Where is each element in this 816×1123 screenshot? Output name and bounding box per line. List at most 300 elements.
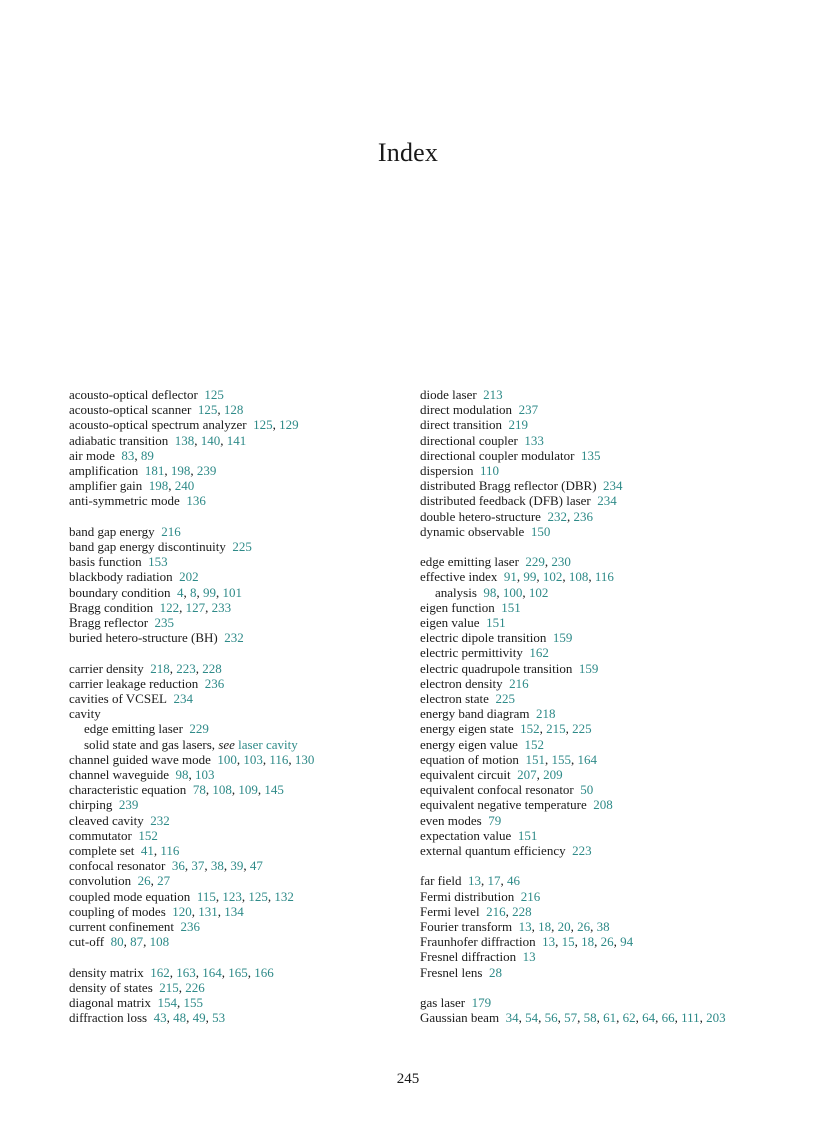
page-link[interactable]: 134 <box>224 903 244 919</box>
index-term: external quantum efficiency <box>420 843 566 859</box>
page-link[interactable]: 151 <box>486 615 506 631</box>
index-entry: acousto-optical scanner 125, 128 <box>69 402 244 418</box>
index-term: distributed feedback (DFB) laser <box>420 493 591 509</box>
index-entry: Fermi level 216, 228 <box>420 903 532 919</box>
page-link[interactable]: 198 <box>170 463 191 479</box>
page-link[interactable]: 116 <box>160 843 180 859</box>
index-entry <box>420 463 765 478</box>
index-term: Fraunhofer diffraction <box>420 934 536 950</box>
page-link[interactable]: 20 <box>557 919 571 935</box>
index-entry <box>420 737 765 752</box>
page-link[interactable]: 203 <box>706 1010 726 1026</box>
index-term: adiabatic transition <box>69 432 169 448</box>
index-entry <box>420 661 765 676</box>
index-column-right <box>420 387 765 1025</box>
index-term: channel waveguide <box>69 767 169 783</box>
index-term: commutator <box>69 827 132 843</box>
index-term: air mode <box>69 447 115 463</box>
index-term: carrier leakage reduction <box>69 675 199 691</box>
page-link[interactable]: 99 <box>202 584 216 600</box>
page-link[interactable]: 110 <box>479 463 499 479</box>
page-link[interactable]: 133 <box>524 432 544 448</box>
page-link[interactable]: 102 <box>528 584 549 600</box>
index-term: dynamic observable <box>420 523 525 539</box>
page-link[interactable]: 229 <box>189 721 209 737</box>
page-link[interactable]: 225 <box>232 539 252 555</box>
page-link[interactable]: 209 <box>543 767 563 783</box>
page-link[interactable]: 165 <box>228 964 248 980</box>
index-subentry <box>69 721 414 736</box>
index-term: Fermi level <box>420 903 480 919</box>
page-link[interactable]: 129 <box>279 417 299 433</box>
index-entry: energy eigen state 152, 215, 225 <box>420 721 592 737</box>
index-entry <box>420 889 765 904</box>
index-entry <box>69 630 414 645</box>
index-term: carrier density <box>69 660 144 676</box>
index-entry: Fraunhofer diffraction 13, 15, 18, 26, 94 <box>420 934 634 950</box>
index-term: edge emitting laser <box>420 554 519 570</box>
index-entry: complete set 41, 116 <box>69 843 180 859</box>
page-link[interactable]: 141 <box>226 432 247 448</box>
index-entry: channel guided wave mode 100, 103, 116, 130 <box>69 751 315 767</box>
index-entry <box>420 782 765 797</box>
page-link[interactable]: 125 <box>253 417 273 433</box>
page-link[interactable]: 8 <box>189 584 197 600</box>
index-term: cavities of VCSEL <box>69 691 167 707</box>
index-term: anti-symmetric mode <box>69 493 180 509</box>
page-link[interactable]: 225 <box>572 721 592 737</box>
index-entry: far field 13, 17, 46 <box>420 873 521 889</box>
page-link[interactable]: 237 <box>518 402 539 418</box>
index-term: acousto-optical scanner <box>69 402 192 418</box>
page-link[interactable]: 34 <box>505 1010 519 1026</box>
index-term: channel guided wave mode <box>69 751 211 767</box>
index-term: gas laser <box>420 995 466 1011</box>
page-link[interactable]: 62 <box>622 1010 636 1026</box>
page-link[interactable]: 103 <box>194 767 215 783</box>
index-entry <box>69 797 414 812</box>
page-link[interactable]: 150 <box>530 523 551 539</box>
page-link[interactable]: 36 <box>171 858 185 874</box>
index-entry <box>420 448 765 463</box>
page-link[interactable]: 208 <box>593 797 613 813</box>
page-link[interactable]: 61 <box>603 1010 617 1026</box>
index-term: diffraction loss <box>69 1010 148 1026</box>
index-entry <box>420 706 765 721</box>
index-entry <box>69 615 414 630</box>
page-link[interactable]: 235 <box>154 615 175 631</box>
page-link[interactable]: 123 <box>222 888 242 904</box>
index-entry: confocal resonator 36, 37, 38, 39, 47 <box>69 858 263 874</box>
page-link[interactable]: 125 <box>248 888 268 904</box>
page-link[interactable]: 57 <box>564 1010 578 1026</box>
index-entry <box>420 813 765 828</box>
page-link[interactable]: 232 <box>547 508 567 524</box>
page-link[interactable]: 152 <box>524 736 544 752</box>
index-term: electric dipole transition <box>420 630 547 646</box>
page-link[interactable]: 108 <box>212 782 232 798</box>
page-link[interactable]: 228 <box>512 903 532 919</box>
page-link[interactable]: 89 <box>140 447 154 463</box>
page-link[interactable]: 26 <box>600 934 614 950</box>
index-entry <box>69 919 414 934</box>
page-link[interactable]: 125 <box>204 387 224 402</box>
page-link[interactable]: 232 <box>224 630 244 646</box>
page-link[interactable]: 56 <box>544 1010 558 1026</box>
page-link[interactable]: 37 <box>191 858 205 874</box>
page-link[interactable]: 164 <box>577 751 597 767</box>
page-link[interactable]: 26 <box>137 873 151 889</box>
index-term: equivalent negative temperature <box>420 797 587 813</box>
page-link[interactable]: 155 <box>183 995 203 1011</box>
page-link[interactable]: 64 <box>642 1010 656 1026</box>
section-gap <box>69 645 414 660</box>
page-link[interactable]: 127 <box>185 599 206 615</box>
index-term: band gap energy <box>69 523 155 539</box>
index-entry <box>69 524 414 539</box>
page-link[interactable]: 181 <box>144 463 165 479</box>
page-link[interactable]: 162 <box>529 645 549 661</box>
page-link[interactable]: 38 <box>210 858 224 874</box>
see-reference-link[interactable]: laser cavity <box>238 736 298 752</box>
page-link[interactable]: 43 <box>153 1010 167 1026</box>
page-link[interactable]: 4 <box>176 584 184 600</box>
index-term: density matrix <box>69 964 144 980</box>
page-link[interactable]: 78 <box>192 782 206 798</box>
page-link[interactable]: 151 <box>525 751 545 767</box>
page-link[interactable]: 163 <box>176 964 196 980</box>
index-entry: diffraction loss 43, 48, 49, 53 <box>69 1010 226 1026</box>
page-link[interactable]: 48 <box>173 1010 187 1026</box>
page-link[interactable]: 218 <box>536 706 556 722</box>
page-link[interactable]: 226 <box>185 979 205 995</box>
index-entry: double hetero-structure 232, 236 <box>420 508 593 524</box>
index-entry: edge emitting laser 229, 230 <box>420 554 571 570</box>
index-subentry <box>69 737 414 752</box>
page-link[interactable]: 13 <box>468 873 482 889</box>
index-term: equation of motion <box>420 751 519 767</box>
page-link[interactable]: 98 <box>175 767 189 783</box>
index-entry: diagonal matrix 154, 155 <box>69 995 203 1011</box>
index-entry: acousto-optical spectrum analyzer 125, 129 <box>69 417 299 433</box>
index-entry: effective index 91, 99, 102, 108, 116 <box>420 569 614 585</box>
page-link[interactable]: 125 <box>197 402 218 418</box>
page-link[interactable]: 18 <box>538 919 552 935</box>
page-link[interactable]: 159 <box>552 630 573 646</box>
index-term: Fermi distribution <box>420 888 515 904</box>
page-link[interactable]: 50 <box>580 782 594 798</box>
index-term: energy band diagram <box>420 706 530 722</box>
page-link[interactable]: 239 <box>118 797 139 813</box>
page-link[interactable]: 109 <box>238 782 258 798</box>
page-link[interactable]: 27 <box>157 873 171 889</box>
page-link[interactable]: 58 <box>583 1010 597 1026</box>
index-term: cavity <box>69 706 101 722</box>
page-link[interactable]: 216 <box>486 903 506 919</box>
index-term: diode laser <box>420 387 477 402</box>
page-link[interactable]: 91 <box>503 569 517 585</box>
page-link[interactable]: 145 <box>264 782 284 798</box>
index-entry <box>420 949 765 964</box>
page-link[interactable]: 154 <box>157 995 177 1011</box>
page-link[interactable]: 218 <box>150 660 170 676</box>
index-entry: convolution 26, 27 <box>69 873 171 889</box>
index-entry: equation of motion 151, 155, 164 <box>420 751 597 767</box>
index-term: acousto-optical spectrum analyzer <box>69 417 247 433</box>
page-link[interactable]: 26 <box>577 919 591 935</box>
page-link[interactable]: 28 <box>488 964 502 980</box>
index-entry <box>69 554 414 569</box>
page-link[interactable]: 215 <box>159 979 179 995</box>
page-link[interactable]: 49 <box>192 1010 206 1026</box>
page-link[interactable]: 219 <box>508 417 528 433</box>
page-link[interactable]: 213 <box>483 387 503 402</box>
page-link[interactable]: 15 <box>561 934 575 950</box>
page-link[interactable]: 234 <box>597 493 617 509</box>
index-entry <box>420 600 765 615</box>
page-link[interactable]: 108 <box>149 934 170 950</box>
page-link[interactable]: 223 <box>176 660 196 676</box>
page-link[interactable]: 99 <box>523 569 537 585</box>
index-entry <box>420 417 765 432</box>
index-entry: density of states 215, 226 <box>69 979 205 995</box>
page-link[interactable]: 100 <box>502 584 523 600</box>
page-link[interactable]: 101 <box>222 584 242 600</box>
index-term: coupling of modes <box>69 903 166 919</box>
index-entry <box>69 676 414 691</box>
index-entry <box>69 493 414 508</box>
page-link[interactable]: 233 <box>211 599 232 615</box>
page-link[interactable]: 131 <box>198 903 218 919</box>
index-entry <box>69 569 414 584</box>
page-link[interactable]: 116 <box>594 569 614 585</box>
page-link[interactable]: 94 <box>620 934 634 950</box>
index-term: eigen function <box>420 599 495 615</box>
section-gap <box>420 980 765 995</box>
page-link[interactable]: 13 <box>518 919 532 935</box>
page-link[interactable]: 234 <box>173 691 193 707</box>
page-link[interactable]: 13 <box>542 934 556 950</box>
page-link[interactable]: 111 <box>681 1010 700 1026</box>
index-entry: air mode 83, 89 <box>69 447 154 463</box>
index-entry <box>420 843 765 858</box>
page-link[interactable]: 166 <box>254 964 274 980</box>
page-link[interactable]: 138 <box>174 432 195 448</box>
index-term: basis function <box>69 554 142 570</box>
page-link[interactable]: 164 <box>202 964 222 980</box>
section-gap <box>420 858 765 873</box>
index-entry: channel waveguide 98, 103 <box>69 767 215 783</box>
index-term: Fresnel lens <box>420 964 483 980</box>
see-label: see <box>218 736 235 752</box>
index-entry: carrier density 218, 223, 228 <box>69 660 222 676</box>
index-term: analysis <box>435 584 477 600</box>
page-link[interactable]: 215 <box>546 721 566 737</box>
page-link[interactable]: 116 <box>269 751 289 767</box>
index-term: density of states <box>69 979 153 995</box>
page-link[interactable]: 225 <box>495 691 515 707</box>
index-term: acousto-optical deflector <box>69 387 198 402</box>
index-entry: amplifier gain 198, 240 <box>69 478 195 494</box>
page-link[interactable]: 39 <box>230 858 244 874</box>
page-link[interactable]: 228 <box>202 660 222 676</box>
index-entry <box>69 706 414 721</box>
index-entry <box>69 828 414 843</box>
index-entry <box>420 478 765 493</box>
index-entry <box>420 402 765 417</box>
page-link[interactable]: 83 <box>121 447 135 463</box>
index-entry: cut-off 80, 87, 108 <box>69 934 170 950</box>
page-link[interactable]: 236 <box>180 919 201 935</box>
page-link[interactable]: 232 <box>150 812 170 828</box>
page-link[interactable]: 120 <box>172 903 192 919</box>
page-link[interactable]: 87 <box>130 934 144 950</box>
page-link[interactable]: 102 <box>542 569 563 585</box>
page-link[interactable]: 223 <box>572 843 592 859</box>
index-entry <box>420 433 765 448</box>
index-entry: boundary condition 4, 8, 99, 101 <box>69 584 242 600</box>
page-link[interactable]: 236 <box>204 675 225 691</box>
page-link[interactable]: 216 <box>509 675 529 691</box>
page-link[interactable]: 152 <box>520 721 540 737</box>
page-link[interactable]: 229 <box>525 554 545 570</box>
index-term: electric permittivity <box>420 645 523 661</box>
index-term: equivalent confocal resonator <box>420 782 574 798</box>
index-entry: amplification 181, 198, 239 <box>69 463 217 479</box>
index-term: chirping <box>69 797 113 813</box>
index-term: directional coupler modulator <box>420 447 575 463</box>
page-link[interactable]: 98 <box>483 584 497 600</box>
page-link[interactable]: 159 <box>578 660 599 676</box>
page-link[interactable]: 202 <box>179 569 199 585</box>
page-link[interactable]: 162 <box>150 964 170 980</box>
index-entry: coupling of modes 120, 131, 134 <box>69 903 244 919</box>
index-term: Gaussian beam <box>420 1010 500 1026</box>
index-entry <box>69 539 414 554</box>
index-term: far field <box>420 873 462 889</box>
page-link[interactable]: 18 <box>581 934 595 950</box>
page-link[interactable]: 239 <box>196 463 217 479</box>
page-link[interactable]: 140 <box>200 432 221 448</box>
index-entry <box>69 813 414 828</box>
page-link[interactable]: 153 <box>148 554 168 570</box>
page-link[interactable]: 207 <box>517 767 537 783</box>
page-link[interactable]: 236 <box>573 508 593 524</box>
index-term: Bragg reflector <box>69 615 149 631</box>
page-link[interactable]: 155 <box>551 751 571 767</box>
index-term: buried hetero-structure (BH) <box>69 630 218 646</box>
index-term: effective index <box>420 569 498 585</box>
page-link[interactable]: 53 <box>212 1010 226 1026</box>
index-term: energy eigen value <box>420 736 518 752</box>
index-term: solid state and gas lasers, <box>84 736 216 752</box>
index-term: electron state <box>420 691 489 707</box>
page-link[interactable]: 152 <box>138 827 158 843</box>
page-link[interactable]: 108 <box>568 569 589 585</box>
page-link[interactable]: 216 <box>520 888 541 904</box>
page-link[interactable]: 46 <box>507 873 521 889</box>
page-link[interactable]: 198 <box>148 478 169 494</box>
index-entry <box>420 676 765 691</box>
index-entry: Gaussian beam 34, 54, 56, 57, 58, 61, 62, 64, 66, 111, 203 <box>420 1010 726 1026</box>
index-entry <box>420 630 765 645</box>
index-term: amplification <box>69 463 139 479</box>
page-link[interactable]: 38 <box>596 919 610 935</box>
page-link[interactable]: 13 <box>522 949 536 965</box>
index-term: cut-off <box>69 934 105 950</box>
page-link[interactable]: 17 <box>487 873 501 889</box>
index-term: Fresnel diffraction <box>420 949 517 965</box>
index-term: coupled mode equation <box>69 888 191 904</box>
page-link[interactable]: 47 <box>249 858 263 874</box>
index-entry: coupled mode equation 115, 123, 125, 132 <box>69 888 294 904</box>
page-link[interactable]: 103 <box>243 751 263 767</box>
index-term: Fourier transform <box>420 919 513 935</box>
index-entry <box>420 828 765 843</box>
index-term: equivalent circuit <box>420 767 511 783</box>
index-entry <box>420 965 765 980</box>
section-gap <box>69 509 414 524</box>
index-term: eigen value <box>420 615 480 631</box>
page-link[interactable]: 132 <box>274 888 294 904</box>
page-link[interactable]: 240 <box>174 478 195 494</box>
page-link[interactable]: 216 <box>161 523 181 539</box>
page-link[interactable]: 80 <box>110 934 124 950</box>
page-link[interactable]: 122 <box>159 599 180 615</box>
index-subentry: analysis 98, 100, 102 <box>435 584 549 600</box>
page-link[interactable]: 151 <box>517 827 538 843</box>
page-link[interactable]: 179 <box>471 995 492 1011</box>
index-term: direct transition <box>420 417 502 433</box>
index-entry: Fourier transform 13, 18, 20, 26, 38 <box>420 919 610 935</box>
index-entry <box>420 645 765 660</box>
page-link[interactable]: 234 <box>603 478 623 494</box>
index-entry: characteristic equation 78, 108, 109, 145 <box>69 782 284 798</box>
index-term: directional coupler <box>420 432 518 448</box>
page-number: 245 <box>396 1071 420 1087</box>
page-link[interactable]: 100 <box>217 751 237 767</box>
index-term: electric quadrupole transition <box>420 660 573 676</box>
index-column-left <box>69 387 414 1025</box>
page-link[interactable]: 130 <box>294 751 315 767</box>
page-link[interactable]: 54 <box>525 1010 539 1026</box>
page-link[interactable]: 128 <box>223 402 244 418</box>
page-link[interactable]: 135 <box>581 447 601 463</box>
page-title: Index <box>377 138 439 167</box>
page-link[interactable]: 66 <box>661 1010 675 1026</box>
page-link[interactable]: 136 <box>186 493 206 509</box>
index-term: double hetero-structure <box>420 508 541 524</box>
page-link[interactable]: 79 <box>488 812 502 828</box>
index-term: distributed Bragg reflector (DBR) <box>420 478 597 494</box>
index-entry <box>420 524 765 539</box>
index-entry <box>420 797 765 812</box>
index-term: boundary condition <box>69 584 171 600</box>
page-link[interactable]: 115 <box>196 888 216 904</box>
index-term: complete set <box>69 843 135 859</box>
page-link[interactable]: 41 <box>140 843 154 859</box>
index-term: energy eigen state <box>420 721 514 737</box>
index-term: cleaved cavity <box>69 812 144 828</box>
index-term: direct modulation <box>420 402 513 418</box>
section-gap <box>69 949 414 964</box>
index-entry <box>420 387 765 402</box>
index-term: band gap energy discontinuity <box>69 539 226 555</box>
page-link[interactable]: 151 <box>501 599 521 615</box>
index-term: electron density <box>420 675 503 691</box>
page-link[interactable]: 230 <box>551 554 571 570</box>
index-term: Bragg condition <box>69 599 154 615</box>
